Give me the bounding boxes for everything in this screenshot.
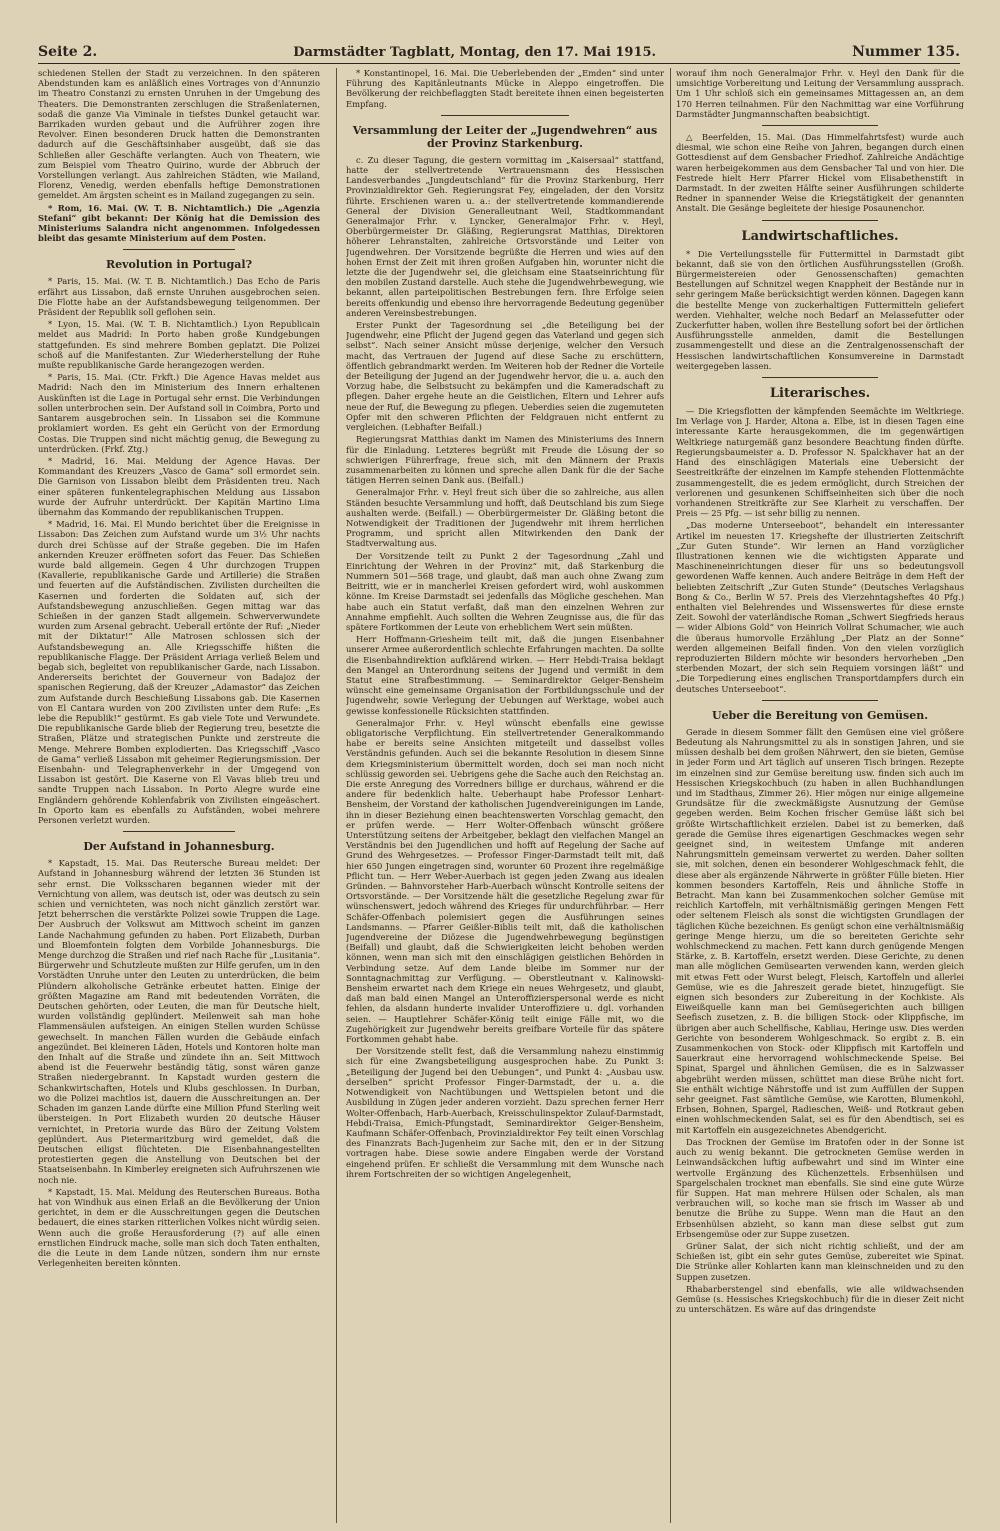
article-paragraph: * Madrid, 16. Mai. Meldung der Agence Havas. Der Kommandant des Kreuzers „Vasco de Gama“ soll ermordet sein. Die Garnison von Lissabon bleibt dem Präsidenten treu. Nach einer späteren funkentelegraphischen Meldung aus Lissabon wurde der Aufruhr unterdrückt. Der Kapitän Martino Lima übernahm das Kommando der republikanischen Truppen. xyxy=(38,455,320,517)
column-2 xyxy=(346,68,664,1523)
article-paragraph: * Rom, 16. Mai. (W. T. B. Nichtamtlich.) Die „Agenzia Stefani“ gibt bekannt: Der König hat die Demission des Ministeriums Salandra nicht angenommen. Infolgedessen bleibt das gesamte Ministerium auf dem Posten. xyxy=(38,202,320,244)
column-1 xyxy=(38,68,320,1523)
section-rule xyxy=(762,220,877,221)
section-rule xyxy=(123,831,236,832)
article-paragraph: * Kapstadt, 15. Mai. Das Reutersche Bureau meldet: Der Aufstand in Johannesburg während der letzten 36 Stunden ist sehr ernst. Die Volksscharen begannen wieder mit der Vernichtung von allem, was deutsch ist, oder was deutsch zu sein schien und vernichteten, was noch nicht gänzlich zerstört war. Jetzt beherrschen die verstärkte Polizei sowie Truppen die Lage. Der Ausbruch der Volkswut am Mittwoch scheint im ganzen Lande Nachahmung gefunden zu haben. Port Elizabeth, Durban und Bloemfontein folgten dem Vorbilde Johannesburgs. Die Menge durchzog die Straßen und rief nach Rache für „Lusitania“. Bürgerwehr und Schutzleute mußten zur Hilfe gerufen, um in den Vorstädten Unruhe unter den Leuten zu unterdrücken, die beim Plündern alkoholische Getränke erbeutet hatten. Einige der größten Magazine am Rand mit bedeutenden Vorräten, die Deutschen gehörten, oder Leuten, die man für Deutsche hielt, wurden vollständig geplündert. Meilenweit sah man hohe Flammensäulen aufsteigen. An einigen Stellen wurden Schüsse gewechselt. In manchen Fällen wurden die Gebäude einfach angezündet. Bei kleineren Läden, Hotels und Kontoren holte man den Inhalt auf die Straße und zündete ihn an. Seit Mittwoch abend ist die Feuerwehr beständig tätig, sonst wären ganze Straßen niedergebrannt. In Kapstadt wurden gestern die Schankwirtschaften, Hotels und Klubs geschlossen. In Durban, wo die Polizei machtlos ist, dauern die Ausschreitungen an. Der Schaden im ganzen Lande dürfte eine Million Pfund Sterling weit übersteigen. In Port Elizabeth wurden 20 deutsche Häuser vernichtet, in Pretoria wurde das Büro der Zeitung Volstem geplündert. Aus Pietermaritzburg wird gemeldet, daß die Deutschen eiligst flüchteten. Die Eisenbahnangestellten protestierten gegen die Anstellung von Deutschen bei der Staatseisenbahn. In Kimberley ereigneten sich Aufruhrszenen wie noch nie. xyxy=(38,858,320,1185)
column-3 xyxy=(676,68,964,1523)
article-paragraph: △ Beerfelden, 15. Mai. (Das Himmelfahrtsfest) wurde auch diesmal, wie schon eine Reihe von Jahren, begangen durch einen Gottesdienst auf dem Gensbacher Friedhof. Zahlreiche Andächtige waren herbeigekommen aus dem Gensbacher Tal und von hier. Die Festrede hielt Herr Pfarrer Hickel vom Elisabethenstift in Darmstadt. In der zweiten Hälfte seiner Ausführungen schilderte Redner in spannender Weise die Kriegstätigkeit der genannten Anstalt. Die Gesänge begleitete der hiesige Posaunenchor. xyxy=(676,132,964,214)
article-paragraph: * Kapstadt, 15. Mai. Meldung des Reuterschen Bureaus. Botha hat von Windhuk aus einen Erlaß an die Bevölkerung der Union gerichtet, in dem er die Ausschreitungen gegen die Deutschen bedauert, die eines starken ritterlichen Volkes nicht würdig seien. Wenn auch die große Herausforderung (?) auf alle einen ernstlichen Eindruck mache, solle man sich doch Taten enthalten, die die Leute in dem Lande nützen, sondern ihm nur ernste Verlegenheiten bereiten könnten. xyxy=(38,1186,320,1269)
article-paragraph: schiedenen Stellen der Stadt zu verzeichnen. In den späteren Abendstunden kam es anläßlich eines Vortrages von d'Annunzio im Theatro Constanzi zu ernsten Unruhen in der Umgebung des Theaters. Die Demonstranten zerschlugen die Straßenlaternen, sodaß die ganze Via Viminale in tiefstes Dunkel getaucht war. Barrikaden wurden gebaut und die Aufrührer zogen ihre Revolver. Einen besonderen Druck hatten die Demonstranten dadurch auf die Geschäftsinhaber ausgeübt, daß sie das Schließen aller Geschäfte verlangten. Auch von Theatern, wie zum Beispiel vom Theatro Quirino, wurde der Abbruch der Vorstellungen verlangt. Aus zahlreichen Städten, wie Mailand, Florenz, Venedig, werden ebenfalls heftige Demonstrationen gemeldet. Am ärgsten scheint es in Mailand zugegangen zu sein. xyxy=(38,68,320,201)
article-paragraph: Das Trocknen der Gemüse im Bratofen oder in der Sonne ist auch zu wenig bekannt. Die getrockneten Gemüse werden in Leinwandsäckchen luftig aufbewahrt und sind im Winter eine wertvolle Ergänzung des Küchenzettels. Erbsenhülsen und Spargelschalen trocknet man ebenfalls. Sie sind eine gute Würze für Suppen. Hat man mehrere Hülsen oder Schalen, als man verbrauchen will, so koche man sie frisch im Wasser ab und benutze die Brühe zu Suppe. Wenn man die Haut an den Erbsenhülsen abzieht, so kann man diese selbst gut zum Erbsengemüse oder zur Suppe zusetzen. xyxy=(676,1136,964,1239)
issue-number: Nummer 135. xyxy=(852,44,960,60)
article-paragraph: * Madrid, 16. Mai. El Mundo berichtet über die Ereignisse in Lissabon: Das Zeichen zum Aufstand wurde um 3½ Uhr nachts durch drei Schüsse auf der Straße gegeben. Die im Hafen ankernden Kreuzer eröffneten sofort das Feuer. Das Schießen wurde bald allgemein. Gegen 4 Uhr durchzogen Truppen (Kavallerie, republikanische Garde und Artillerie) die Straßen und feuerten auf die Aufständischen. Zivilisten durcheilten die Kasernen und forderten die Soldaten auf, sich der Aufstandsbewegung anzuschließen. Gegen mittag war das Schießen in der ganzen Stadt allgemein. Schwerverwundete wurden zum Arsenal gebracht. Ueberall ertönte der Ruf: „Nieder mit der Diktatur!“ Alle Matrosen schlossen sich der Aufstandsbewegung an. Alle Kriegsschiffe hißten die republikanische Flagge. Der Präsident Arriaga verließ Belem und begab sich, begleitet von republikanischer Garde, nach Lissabon. Andererseits berichtet der Gouverneur von Badajoz der spanischen Regierung, daß der Kreuzer „Adamastor“ das Zeichen zum Aufstande durch Beschießung Lissabons gab. Die Kasernen von El Cantara wurden von 200 Zivilisten unter dem Rufe: „Es lebe die Republik!“ gestürmt. Es gab viele Tote und Verwundete. Die republikanische Garde blieb der Regierung treu, besetzte die Straßen, Plätze und strategischen Punkte und zerstreute die Menge. Mehrere Bomben explodierten. Das Kriegsschiff „Vasco de Gama“ verließ Lissabon mit geheimer Regierungsmission. Der Eisenbahn- und Telegraphenverkehr in der Umgegend von Lissabon ist gestört. Die Kaserne von El Vavas blieb treu und sandte Truppen nach Lissabon. In Porto Alegre wurde eine Engländern gehörende Kohlenfabrik von Zivilisten eingeäschert. In Oporto kam es ebenfalls zu Aufständen, wobei mehrere Personen verletzt wurden. xyxy=(38,519,320,826)
section-rule xyxy=(762,125,877,126)
section-rule xyxy=(762,700,877,701)
page-header xyxy=(38,38,960,64)
headline-literarisches: Literarisches. xyxy=(769,386,871,402)
section-rule xyxy=(441,115,568,116)
article-paragraph: Erster Punkt der Tagesordnung sei „die Beteiligung bei der Jugendwehr, eine Pflicht der Jugend gegen das Vaterland und gegen sich selbst“. Nach seiner Ansicht müsse derjenige, welcher den Versuch macht, das Vertrauen der Jugend auf diese Sache zu erschüttern, öffentlich gebrandmarkt werden. Im Weiteren hob der Redner die Vorteile der Beteiligung der Jugend an der Jugendwehr hervor, die u. a. auch den Vorzug habe, die Selbstsucht zu bekämpfen und die Kameradschaft zu pflegen. Daher ergehe heute an die Geistlichen, Eltern und Lehrer aufs neue der Ruf, die Bewegung zu pflegen. Ueberdies seien die zugemuteten Opfer mit den schweren Pflichten der Feldgrauen nicht entfernt zu vergleichen. (Lebhafter Beifall.) xyxy=(346,320,664,433)
headline-jugendwehren: Versammlung der Leiter der „Jugendwehren“ aus der Provinz Starkenburg. xyxy=(352,123,658,150)
column-divider-1 xyxy=(336,68,337,1523)
article-paragraph: Regierungsrat Matthias dankt im Namen des Ministeriums des Innern für die Einladung. Letzteres begrüßt mit Freude die Lösung der so schwierigen Führerfrage, freue sich, mit den Männern der Praxis zusammenarbeiten zu können und spreche allen Dank für die der Sache tätigen Herren seinen Dank aus. (Beifall.) xyxy=(346,434,664,486)
article-paragraph: Grüner Salat, der sich nicht richtig schließt, und der am Schießen ist, gibt ein sehr gutes Gemüse, zubereitet wie Spinat. Die Strünke aller Kohlarten kann man kleinschneiden und zu den Suppen zusetzen. xyxy=(676,1240,964,1282)
paper-title-date: Darmstädter Tagblatt, Montag, den 17. Mai 1915. xyxy=(293,45,657,60)
article-paragraph: * Konstantinopel, 16. Mai. Die Ueberlebenden der „Emden“ sind unter Führung des Kapitänleutnants Mücke in Aleppo eingetroffen. Die Bevölkerung der reichbeflaggten Stadt bereitete ihnen einen begeisterten Empfang. xyxy=(346,68,664,109)
article-paragraph: Rhabarberstengel sind ebenfalls, wie alle wildwachsenden Gemüse (s. Hessisches Kriegskochbuch) für die in dieser Zeit nicht zu unterschätzen. Es wäre auf das dringendste xyxy=(676,1283,964,1315)
article-paragraph: Der Vorsitzende stellt fest, daß die Versammlung nahezu einstimmig sich für eine Zwangsbeteiligung ausgesprochen habe. Zu Punkt 3: „Beteiligung der Jugend bei den Uebungen“, und Punkt 4: „Ausbau usw. derselben“ spricht Professor Finger-Darmstadt, der u. a. die Notwendigkeit von Nachtübungen und Wettspielen betont und die Ausbildung in Zügen jeder anderen vorzieht. Dazu sprechen ferner Herr Wolter-Offenbach, Harb-Auerbach, Kreisschulinspektor Zulauf-Darmstadt, Hebdi-Traisa, Emich-Pfungstadt, Seminardirektor Geiger-Bensheim, Kaufmann Schäfer-Offenbach, Provinzialdirektor Fey teilt einen Vorschlag des Finanzrats Bach-Jugenheim zur Sache mit, den er in der Sitzung vortragen habe. Diese sowie andere Eingaben werde der Vorstand eingehend prüfen. Er schließt die Versammlung mit dem Wunsche nach ihrem Fortschreiten der so wichtigen Angelegenheit, xyxy=(346,1046,664,1179)
article-paragraph: * Die Verteilungsstelle für Futtermittel in Darmstadt gibt bekannt, daß sie von den örtlichen Ausführungsstellen (Großh. Bürgermeistereien oder Genossenschaften) gemachten Bestellungen auf Schnitzel wegen Knappheit der Bestände nur in sehr geringem Maße berücksichtigt werden können. Dagegen kann die bestellte Menge von zuckerhaltigen Futtermitteln geliefert werden. Viehhalter, welche noch Bedarf an Melassefutter oder Zuckerfutter haben, wollen ihre Bestellung sofort bei der örtlichen Ausführungsstelle anmelden, damit die Bestellungen zusammengestellt und diese an die Zentralgenossenschaft der Hessischen landwirtschaftlichen Konsumvereine in Darmstadt weitergegeben lassen. xyxy=(676,248,964,371)
article-paragraph: „Das moderne Unterseeboot“, behandelt ein interessanter Artikel im neuesten 17. Kriegshefte der illustrierten Zeitschrift „Zur Guten Stunde“. Wir lernen an Hand vorzüglicher Illustrationen kennen wie die wichtigsten Apparate und Maschineneinrichtungen dieser für uns so bedeutungsvoll gewordenen Waffe kennen. Auch andere Beiträge in dem Heft der beliebten Zeitschrift „Zur Guten Stunde“ (Deutsches Verlagshaus Bong & Co., Berlin W 57. Preis des Vierzehntagsheftes 40 Pfg.) enthalten viel Belehrendes und Wissenswertes für diese ernste Zeit. Sowohl der vaterländische Roman „Schwert Siegfrieds heraus — wider Albions Gold“ von Heinrich Vollrat Schumacher, wie auch die überaus humorvolle Erzählung „Der Platz an der Sonne“ werden allgemeinen Beifall finden. Von den vielen vorzüglich reproduzierten Bildern möchte wir besonders hervorheben „Den sterbenden Mozart, der sich sein Requiem vorsingen läßt“ und „Die Torpedierung eines englischen Transportdampfers durch ein deutsches Unterseeboot“. xyxy=(676,520,964,694)
article-paragraph: * Lyon, 15. Mai. (W. T. B. Nichtamtlich.) Lyon Republicain meldet aus Madrid: In Porto haben große Kundgebungen stattgefunden. Es sind mehrere Bomben geplatzt. Die Polizei schoß auf die Manifestanten. Zur Wiederherstellung der Ruhe mußte republikanische Garde herangezogen werden. xyxy=(38,319,320,371)
headline-gemuese: Ueber die Bereitung von Gemüsen. xyxy=(711,708,929,722)
article-paragraph: — Die Kriegsflotten der kämpfenden Seemächte im Weltkriege. Im Verlage von J. Harder, Altona a. Elbe, ist in diesen Tagen eine interessante Karte herausgekommen, die im gegenwärtigen Weltkriege naturgemäß ganz besondere Beachtung finden dürfte. Regierungsbaumeister a. D. Professor N. Spalckhaver hat an der Hand des einschlägigen Materials eine Uebersicht der Seestreitkräfte der einzelnen im Kampfe stehenden Flottenmächte zusammengestellt, die es jedem ermöglicht, durch Streichen der verlorenen und gesunkenen Schiffseinheiten sich über die noch vorhandenen Streitkräfte zur See Klarheit zu verschaffen. Der Preis — 25 Pfg. — ist sehr billig zu nennen. xyxy=(676,406,964,519)
article-paragraph: * Paris, 15. Mai. (Ctr. Frkft.) Die Agence Havas meldet aus Madrid: Nach den im Ministerium des Innern erhaltenen Auskünften ist die Lage in Portugal sehr ernst. Die Verbindungen sollen unterbrochen sein. Der Aufstand soll in Coimbra, Porto und Santarem ausgebrochen sein. In Lissabon sei die Kommune proklamiert worden. Es geht ein Gerücht von der Ermordung Costas. Die Truppen sind nicht mächtig genug, die Bewegung zu unterdrücken. (Frkf. Ztg.) xyxy=(38,372,320,454)
article-paragraph: Generalmajor Frhr. v. Heyl wünscht ebenfalls eine gewisse obligatorische Verpflichtung. Ein stellvertretender Generalkommando habe er bereits seine Ansichten mitgeteilt und dasselbst volles Verständnis gefunden. Auch sei die bekannte Resolution in diesem Sinne dem Kriegsministerium übermittelt worden, doch sei man noch nicht schlüssig geworden sei. Uebrigens gehe die Sache auch den Reichstag an. Die erste Anregung des Vorredners billige er durchaus, während er die andere für bedenklich halte. Ueberhaupt habe Professor Lenhart-Bensheim, der Vorstand der katholischen Jugendvereinigungen im Lande, ihn in dieser Beziehung einen beachtenswerten Vorschlag gemacht, den er prüfen werde. — Herr Wolter-Offenbach wünscht größere Unterstützung seitens der Arbeitgeber, beklagt den vielfachen Mangel an Verständnis bei den Jugendlichen und hofft auf Regelung der Sache auf Grund des Wehrgesetzes. — Professor Finger-Darmstadt teilt mit, daß hier 650 Jungen eingetragen sind, worunter 60 Prozent ihre regelmäßige Pflicht tun. — Herr Weber-Auerbach ist gegen jeden Zwang aus idealen Gründen. — Bahnvorsteher Harb-Auerbach wünscht Kontrolle seitens der Ortsvorstände. — Der Vorsitzende hält die gesetzliche Regelung zwar für wünschenswert, jedoch während des Krieges für undurchführbar. — Herr Schäfer-Offenbach polemisiert gegen die Ausführungen seines Landsmanns. — Pfarrer Geißler-Biblis teilt mit, daß die katholischen Jugendvereine der Diözese die Jugendwehrbewegung begünstigen (Beifall) und glaubt, daß die Schwierigkeiten leicht behoben werden können, wenn man sich mit den einschlägigen geistlichen Behörden in Verbindung setze. Auf dem Lande bleibe im Sommer nur der Sonntagnachmittag zur Verfügung. — Oberstleutnant v. Kalinowski-Bensheim erwartet nach dem Kriege ein neues Wehrgesetz, und glaubt, daß man bald einen Mangel an Unteroffizierspersonal werde es nicht fehlen, da alsdann hunderte invalider Unteroffiziere u. dgl. vorhanden seien. — Hauptlehrer Schäfer-König teilt einige Fälle mit, wo die Zugehörigkeit zur Jugendwehr bereits greifbare Vorteile für das spätere Fortkommen gehabt habe. xyxy=(346,717,664,1045)
page-number-label: Seite 2. xyxy=(38,44,98,60)
article-paragraph: worauf ihm noch Generalmajor Frhr. v. Heyl den Dank für die umsichtige Vorbereitung und Leitung der Versammlung aussprach. Um 1 Uhr schloß sich ein gemeinsames Mittagessen an, an dem 170 Herren teilnahmen. Für den Nachmittag war eine Vorführung Darmstädter Jungmannschaften beabsichtigt. xyxy=(676,68,964,119)
headline-portugal: Revolution in Portugal? xyxy=(105,258,253,272)
headline-johannesburg: Der Aufstand in Johannesburg. xyxy=(83,840,275,854)
column-divider-2 xyxy=(670,68,671,1523)
article-paragraph: Gerade in diesem Sommer fällt den Gemüsen eine viel größere Bedeutung als Nahrungsmittel zu als in sonstigen Jahren, und sie müssen deshalb bei dem großen Nährwert, den sie bieten, Gemüse in jeder Form und Art täglich auf unseren Tisch bringen. Rezepte im einzelnen sind zur Gemüse bereitung usw. finden sich auch im Hessischen Kriegskochbuch (zu haben in allen Buchhandlungen und im Stadthaus, Zimmer 26). Hier mögen nur einige allgemeine Grundsätze für die zweckmäßigste Ausnutzung der Gemüse gegeben werden. Beim Kochen frischer Gemüse läßt sich bei größte Wirtschaftlichkeit erzielen. Dabei ist zu bemerken, daß gerade die Gemüse ihres eigenartigen Geschmackes wegen sehr geeignet sind, in weitestem Umfange mit anderen Nahrungsmitteln gemeinsam verwertet zu werden. Daher sollten sie, mit solchen, denen ein besonderer Wohlgeschmack fehlt, die diese aber als ergänzende Nährwerte in größter Fülle bieten. Hier kommen besonders Kartoffeln, Reis und ähnliche Stoffe in Betracht. Man kann bei Zusammenkochen solcher Gemüse mit reichlich Kartoffeln, mit verhältnismäßig geringen Mengen Fett oder seltenem Fleisch als sonst die wichtigsten Grundlagen der täglichen Küche bezeichnen. Es genügt schon eine verhältnismäßig geringe Menge hierzu, um die so bereiteten Gerichte sehr wohlschmeckend zu machen. Fett kann durch genügende Mengen Stärke, z. B. Kartoffeln, ersetzt werden. Diese Gerichte, zu denen man alle möglichen Gemüsearten verwenden kann, werden gleich mit etwas Fett oder Wurst belegt, Fleisch, Kartoffeln und allerlei Gemüse, wie es die Jahreszeit gerade bietet, hinzugefügt. Sie eignen sich besonders zur Zubereitung in der Kochkiste. Als Eiweißquelle kann man bei Gemüsegerichten auch billigen Seefisch zusetzen, z. B. die billigen Stock- oder Klippfische, im übrigen aber auch Schellfische, Kabliau, Heringe usw. Dies werden Gerichte von besonderem Wohlgeschmack. So ergibt z. B. ein Zusammenkochen von Stock- oder Klippfisch mit Kartoffeln und Sauerkraut eine hervorragend wohlschmeckende Speise. Bei Spinat, Spargel und ähnlichen Gemüsen, die es in Salzwasser abgebrüht werden müssen, schüttet man diese Brühe nicht fort. Sie enthält wichtige Nährstoffe und ist zum Auffüllen der Suppen sehr geeignet. Fast sämtliche Gemüse, wie Karotten, Blumenkohl, Erbsen, Bohnen, Spargel, Radieschen, Weiß- und Rotkraut geben einen wohlschmeckenden Salat, sei es für den Abendtisch, sei es mit Kartoffeln ein ausgezeichnetes Abendgericht. xyxy=(676,726,964,1135)
article-paragraph: Herr Hoffmann-Griesheim teilt mit, daß die jungen Eisenbahner unserer Armee außerordentlich schlechte Erfahrungen machten. Da sollte die Eisenbahndirektion aufklärend wirken. — Herr Hebdi-Traisa beklagt den Mangel an Unterordnung seitens der Jugend und vermißt in dem Statut eine Strafbestimmung. — Seminardirektor Geiger-Bensheim wünscht eine gemeinsame Organisation der Fortbildungsschule und der Jugendwehr, sowie Verlegung der Uebungen auf Werktage, wobei auch gewisse konfessionelle Rücksichten stattfinden. xyxy=(346,634,664,716)
article-paragraph: Der Vorsitzende teilt zu Punkt 2 der Tagesordnung „Zahl und Einrichtung der Wehren in der Provinz“ mit, daß Starkenburg die Nummern 501—568 trage, und glaubt, daß man auch ohne Zwang zum Beitritt, wie er in mancherlei Kreisen gefordert wird, wohl auskommen könne. Im Kreise Darmstadt sei jedenfalls das Mögliche geschehen. Man habe auch ein Statut verfaßt, daß man den einzelnen Wehren zur Annahme empfiehlt. Auch sollten die Wehren Zeugnisse aus, die für das spätere Fortkommen der Leute von erheblichem Wert sein müßten. xyxy=(346,550,664,632)
section-rule xyxy=(762,377,877,378)
section-rule xyxy=(123,249,236,250)
headline-landwirtschaft: Landwirtschaftliches. xyxy=(741,228,899,244)
article-paragraph: c. Zu dieser Tagung, die gestern vormittag im „Kaisersaal“ stattfand, hatte der stellvertretende Vertrauensmann des Hessischen Landesverbandes „Jungdeutschland“ für die Provinz Starkenburg, Herr Provinzialdirektor Geh. Regierungsrat Fey, eingeladen, der den Vorsitz führte. Erschienen waren u. a.: der stellvertretende kommandierende General der Division Generalleutnant Weil, Stadtkommandant Generalmajor Frhr. v. Lyncker, Generalmajor Frhr. v. Heyl, Oberbürgermeister Dr. Gläßing, Regierungsrat Matthias, Direktoren höherer Lehranstalten, zahlreiche Ortsvorstände und Leiter von Jugendwehren. Der Vorsitzende begrüßte die Herren und wies auf den hohen Ernst der Zeit mit ihren großen Aufgaben hin, worunter nicht die letzte die der Jugendwehr sei, die gleichsam eine Staatseinrichtung für den mobilen Zustand darstelle. Auch stehe die Jugendwehrbewegung, wie bekannt, allen parteipolitischen Bestrebungen fern. Ihre Erfolge seien bereits offenkundig und ebenso ihre hervorragende Bedeutung gegenüber anderen Vereinsbestrebungen. xyxy=(346,154,664,318)
article-paragraph: Generalmajor Frhr. v. Heyl freut sich über die so zahlreiche, aus allen Ständen besuchte Versammlung und hofft, daß Deutschland bis zum Siege aushalten werde. (Beifall.) — Oberbürgermeister Dr. Gläßing betont die Notwendigkeit der Traditionen der Jugendwehr mit ihrem herrlichen Programm, und spricht allen Mitwirkenden den Dank der Stadtverwaltung aus. xyxy=(346,487,664,549)
article-paragraph: * Paris, 15. Mai. (W. T. B. Nichtamtlich.) Das Echo de Paris erfährt aus Lissabon, daß ernste Unruhen ausgebrochen seien. Die Flotte habe an der Aufstandsbewegung teilgenommen. Der Präsident der Republik soll geflohen sein. xyxy=(38,276,320,318)
